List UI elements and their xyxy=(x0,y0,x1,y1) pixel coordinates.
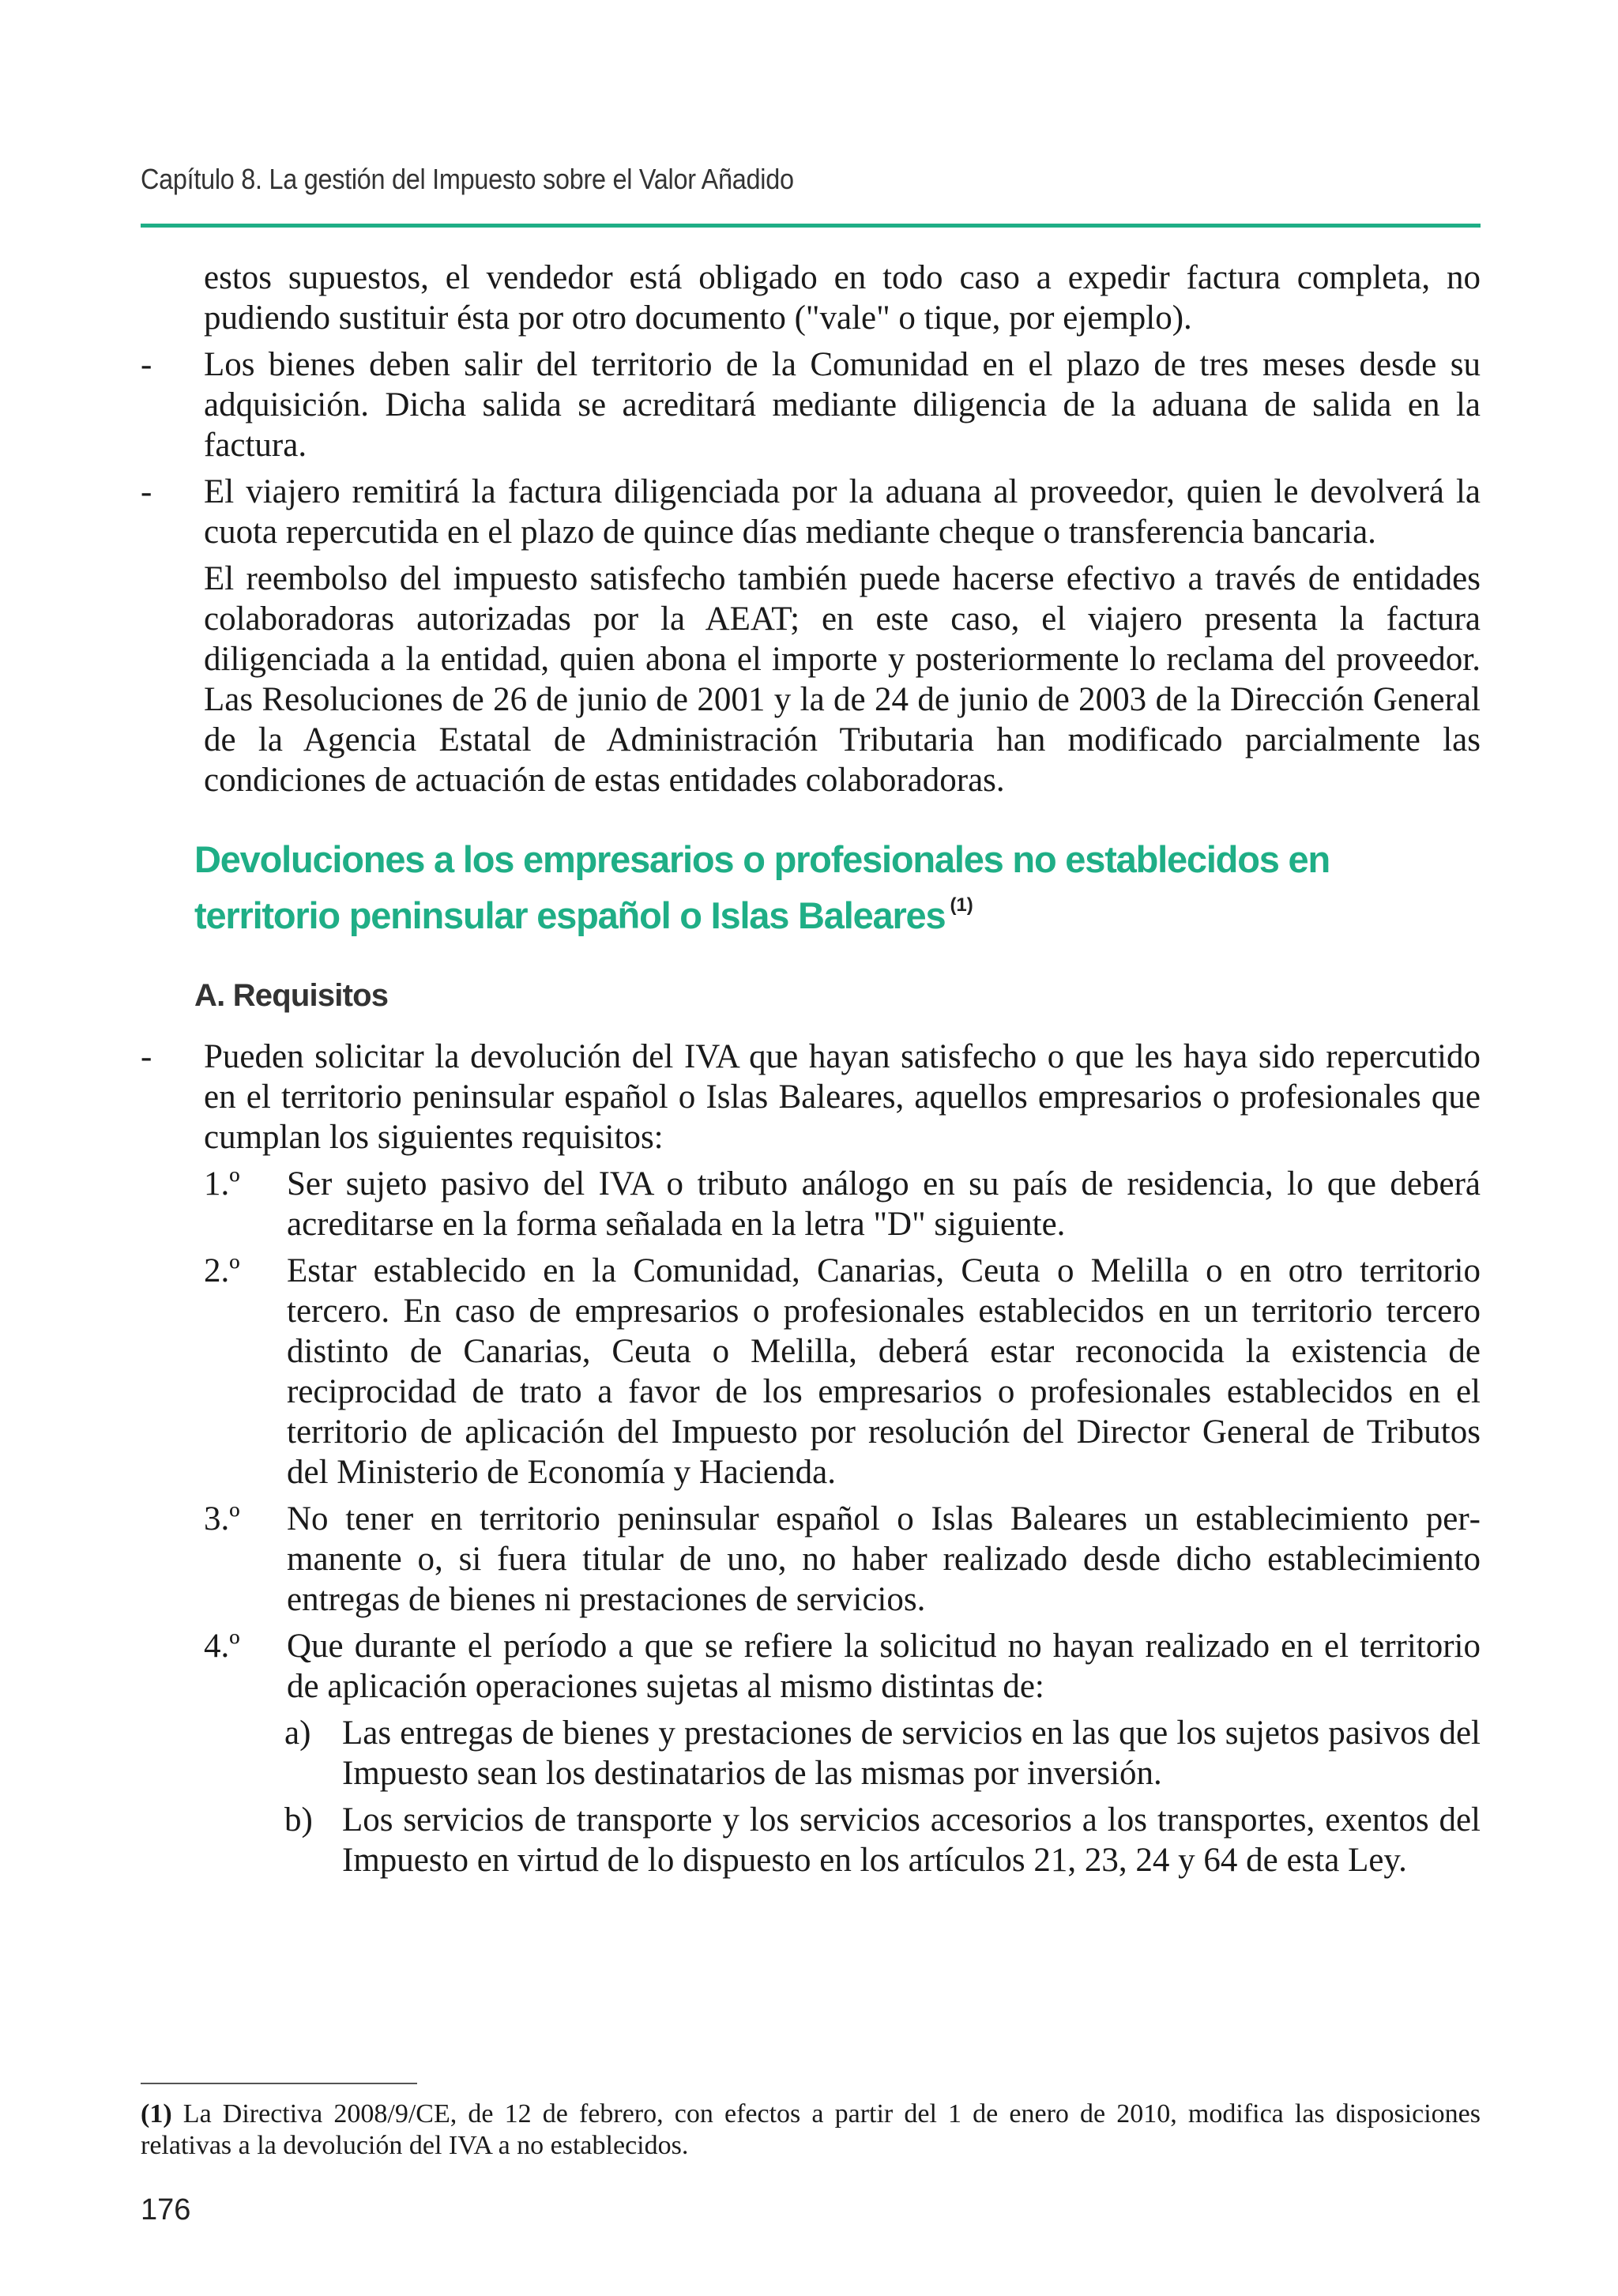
list-marker: 3.º xyxy=(204,1500,240,1538)
requirement-item xyxy=(141,1164,1481,1244)
header-rule xyxy=(141,224,1481,228)
sub-item xyxy=(141,1800,1481,1880)
bullet-item xyxy=(141,1037,1481,1157)
page-body xyxy=(141,258,1481,1887)
list-marker: 1.º xyxy=(204,1165,240,1203)
bullet-item xyxy=(141,472,1481,552)
paragraph-intro: estos supuestos, el vendedor está obligado en todo caso a expedir factura completa, no pudiendo sustituir ésta por otro documento ("vale" o tique, por ejemplo). xyxy=(204,259,1481,337)
list-marker: b) xyxy=(284,1801,313,1839)
dash-marker: - xyxy=(141,473,152,510)
list-marker: 2.º xyxy=(204,1252,240,1289)
requirement-text: No tener en territorio peninsular español o Islas Baleares un establecimiento permanente o, si fuera titular de uno, no haber realizado desde dicho establecimiento entregas de bienes ni prestaciones de servicios. xyxy=(287,1500,1481,1618)
list-marker: a) xyxy=(284,1714,311,1752)
running-header: Capítulo 8. La gestión del Impuesto sobre el Valor Añadido xyxy=(141,163,794,195)
sub-item xyxy=(141,1713,1481,1794)
footnote-marker: (1) xyxy=(141,2099,172,2129)
footnote-text: La Directiva 2008/9/CE, de 12 de febrero, con efectos a partir del 1 de enero de 2010, modifica las disposiciones relativas a la devolución del IVA a no establecidos. xyxy=(141,2099,1481,2160)
paragraph-reembolso: El reembolso del impuesto satisfecho también puede hacerse efectivo a través de entidades colaboradoras autorizadas por la AEAT; en este caso, el viajero presenta la factura diligenciada a la entidad, quien abona el importe y posteriormente lo reclama del proveedor. Las Resoluciones de 26 de junio de 2001 y la de 24 de junio de 2003 de la Dirección General de la Agencia Estatal de Administración Tributaria han modificado parcialmente las condiciones de actuación de estas entidades colaboradoras. xyxy=(204,560,1481,799)
bullet-text: El viajero remitirá la factura diligenciada por la aduana al proveedor, quien le devolverá la cuota repercutida en el plazo de quince días mediante cheque o transferencia bancaria. xyxy=(204,473,1481,551)
footnote-reference[interactable]: (1) xyxy=(950,894,973,916)
dash-marker: - xyxy=(141,346,152,383)
list-marker: 4.º xyxy=(204,1628,240,1665)
requirement-text: Estar establecido en la Comunidad, Canarias, Ceuta o Melilla o en otro territorio tercero. En caso de empresarios o profesionales establecidos en un territorio tercero distinto de Canarias, Ceuta o Melilla, deberá estar reconocida la existencia de reciprocidad de trato a favor de los empresarios o profesionales establecidos en el territorio de aplicación del Impuesto por resolución del Director General de Tributos del Ministerio de Economía y Hacienda. xyxy=(287,1252,1481,1491)
requirement-item xyxy=(141,1251,1481,1492)
requirement-text: Que durante el período a que se refiere la solicitud no hayan realizado en el territorio de aplicación operaciones sujetas al mismo distintas de: xyxy=(287,1628,1481,1705)
subsection-heading: A. Requisitos xyxy=(194,978,389,1013)
sub-item-text: Los servicios de transporte y los servicios accesorios a los transportes, exentos del Impuesto en virtud de lo dispuesto en los artículos 21, 23, 24 y 64 de esta Ley. xyxy=(342,1801,1481,1879)
bullet-item xyxy=(141,344,1481,465)
requirement-item xyxy=(141,1499,1481,1620)
bullet-text: Los bienes deben salir del territorio de la Comunidad en el plazo de tres meses desde su adquisición. Dicha salida se acreditará mediante diligencia de la aduana de salida en la factura. xyxy=(204,346,1481,464)
footnote-separator xyxy=(141,2083,417,2084)
requirement-item xyxy=(141,1626,1481,1707)
footnote xyxy=(141,2098,1481,2162)
bullet-text: Pueden solicitar la devolución del IVA que hayan satisfecho o que les haya sido repercutido en el territorio peninsular español o Islas Baleares, aquellos empresarios o profesionales que cumplan los siguientes requisitos: xyxy=(204,1038,1481,1156)
section-heading xyxy=(141,837,1481,939)
page-number: 176 xyxy=(141,2193,191,2226)
requirement-text: Ser sujeto pasivo del IVA o tributo análogo en su país de residencia, lo que deberá acreditarse en la forma señalada en la letra "D" siguiente. xyxy=(287,1165,1481,1243)
sub-item-text: Las entregas de bienes y prestaciones de servicios en las que los sujetos pasivos del Impuesto sean los destinatarios de las mismas por inversión. xyxy=(342,1714,1481,1792)
section-heading-text: Devoluciones a los empresarios o profesionales no establecidos en territorio peninsular español o Islas Baleares xyxy=(194,838,1330,936)
dash-marker: - xyxy=(141,1038,152,1075)
